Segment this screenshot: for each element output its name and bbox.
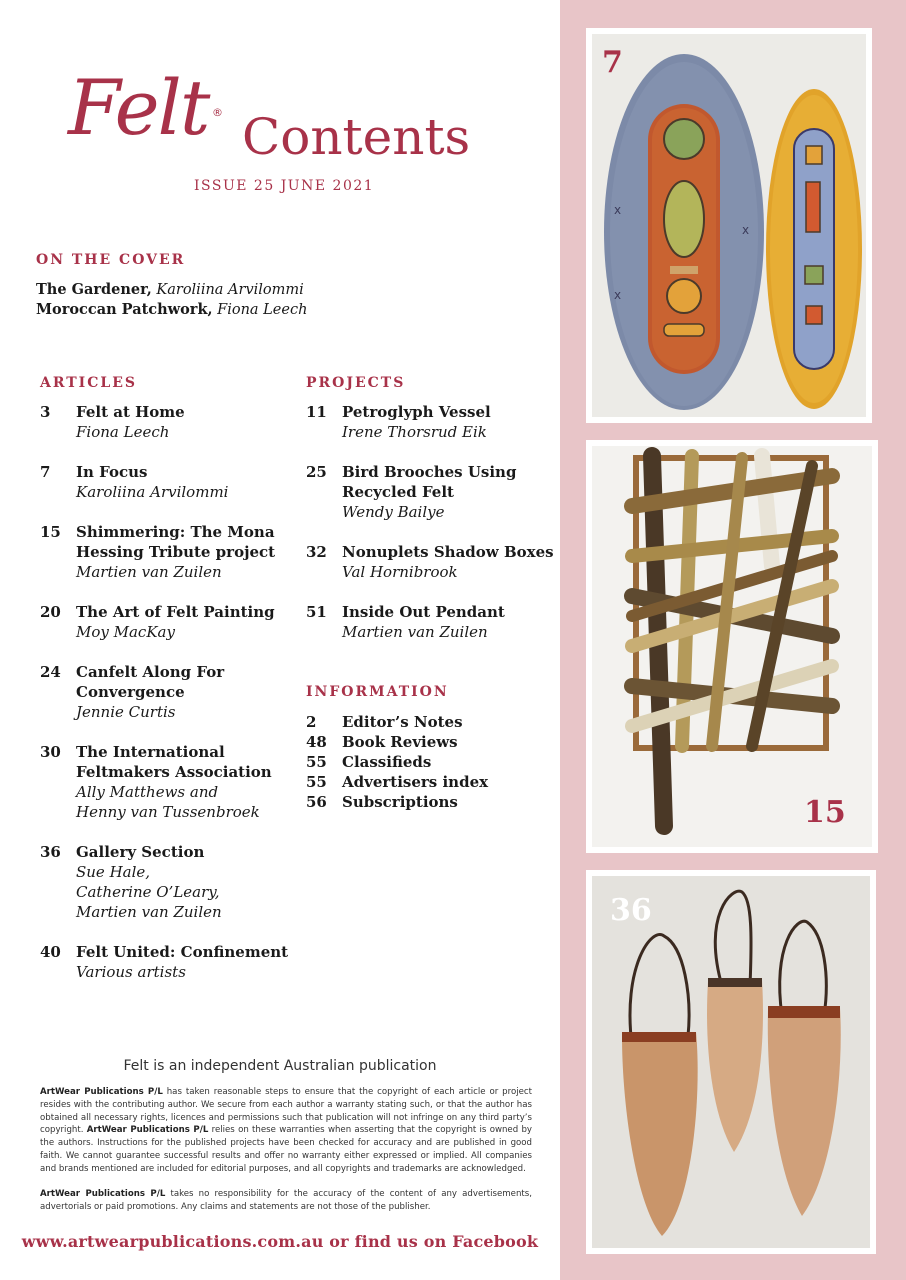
photo-panel [560,0,906,1280]
cover-item-title: The Gardener, [36,281,152,298]
info-item[interactable] [306,712,488,732]
toc-author: Val Hornibrook [342,563,458,581]
toc-author: Karoliina Arvilommi [76,483,229,501]
toc-page-number: 24 [40,663,61,681]
toc-entry-body [76,742,306,822]
info-page-number: 48 [306,733,327,751]
toc-page-number: 51 [306,603,327,621]
info-item[interactable] [306,732,488,752]
photo-frame [586,28,872,423]
legal-text: relies on these warranties when asserting that the copyright is owned by the authors. Instructions for the published projects have been checked for accuracy and are published in good faith. We cannot guarantee successful results and offer no warranty either expressed or implied. All companies and brands mentioned are included for editorial purposes, and all copyrights and trademarks are acknowledged. [40,1125,532,1174]
toc-title: Gallery Section [76,843,205,861]
cover-item-author: Fiona Leech [217,302,308,318]
photo-page-number: 36 [610,893,652,928]
toc-entry-body [342,462,572,522]
toc-author: Catherine O’Leary, [76,883,220,901]
toc-entry-body [76,402,306,442]
legal-paragraph-copyright [40,1086,532,1176]
toc-author: Ally Matthews and [76,783,219,801]
felt-vessels-photo [592,876,870,1248]
publisher-name: ArtWear Publications P/L [86,1125,209,1136]
toc-title: The International [76,743,225,761]
toc-title: Felt United: Confinement [76,943,289,961]
articles-heading: ARTICLES [40,375,137,391]
info-item[interactable] [306,772,488,792]
felt-hangings-photo [592,34,866,417]
toc-title: Hessing Tribute project [76,543,276,561]
felt-vessels-illustration [592,876,870,1248]
toc-title: Canfelt Along For [76,663,225,681]
legal-paragraph-advertising [40,1188,532,1214]
svg-text:x: x [742,223,750,237]
toc-page-number: 40 [40,943,61,961]
page-title: Contents [242,108,471,166]
publisher-name: ArtWear Publications P/L [40,1087,163,1097]
info-page-number: 55 [306,753,327,771]
woven-felt-illustration [592,446,872,847]
information-list [306,712,488,812]
publisher-name: ArtWear Publications P/L [40,1189,166,1199]
toc-author: Sue Hale, [76,863,151,881]
toc-title: The Art of Felt Painting [76,603,275,621]
toc-entry-body [76,522,306,582]
toc-page-number: 32 [306,543,327,561]
toc-page-number: 7 [40,463,51,481]
toc-title: Bird Brooches Using [342,463,517,481]
toc-entry-body [76,942,306,982]
legal-text: has taken reasonable steps to ensure that the copyright of each article or project resides with the contributing author. We secure from each author a warranty stating such, or that the author has obtained all necessary rights, licences and permissions such that publication will not infringe on any third party’s copyright. [40,1087,532,1136]
photo-frame [586,870,876,1254]
toc-page-number: 3 [40,403,51,421]
toc-author: Wendy Bailye [342,503,445,521]
toc-title: Inside Out Pendant [342,603,505,621]
svg-text:x: x [614,288,622,302]
toc-title: In Focus [76,463,148,481]
info-page-number: 56 [306,793,327,811]
toc-entry-body [342,402,572,442]
info-title: Subscriptions [342,793,458,811]
toc-entry-body [76,842,306,922]
felt-hangings-illustration [592,34,866,417]
photo-page-number: 15 [804,795,846,830]
toc-author: Henny van Tussenbroek [76,803,260,821]
toc-title: Nonuplets Shadow Boxes [342,543,554,561]
cover-item [36,280,304,300]
toc-author: Jennie Curtis [76,703,176,721]
toc-author: Moy MacKay [76,623,175,641]
registered-mark: ® [212,106,223,119]
toc-author: Martien van Zuilen [76,903,222,921]
toc-author: Various artists [76,963,186,981]
cover-heading: ON THE COVER [36,252,186,268]
toc-page-number: 30 [40,743,61,761]
toc-title: Recycled Felt [342,483,454,501]
toc-entry-body [342,602,572,642]
toc-title: Shimmering: The Mona [76,523,275,541]
toc-title: Convergence [76,683,185,701]
toc-title: Feltmakers Association [76,763,272,781]
website-link[interactable]: www.artwearpublications.com.au or find us on Facebook [21,1232,539,1251]
toc-page-number: 20 [40,603,61,621]
info-title: Book Reviews [342,733,458,751]
toc-author: Irene Thorsrud Eik [342,423,487,441]
svg-text:x: x [614,203,622,217]
woven-felt-photo [592,446,872,847]
legal-text: takes no responsibility for the accuracy of the content of any advertisements, advertorials or paid promotions. Any claims and statements are not those of the publisher. [40,1189,532,1212]
info-title: Editor’s Notes [342,713,463,731]
toc-page-number: 15 [40,523,61,541]
projects-heading: PROJECTS [306,375,406,391]
toc-title: Petroglyph Vessel [342,403,491,421]
toc-entry-body [76,462,306,502]
info-item[interactable] [306,752,488,772]
toc-entry-body [342,542,572,582]
toc-title: Felt at Home [76,403,185,421]
information-heading: INFORMATION [306,684,449,700]
toc-page-number: 36 [40,843,61,861]
info-title: Classifieds [342,753,432,771]
toc-page-number: 11 [306,403,327,421]
info-item[interactable] [306,792,488,812]
independent-note: Felt is an independent Australian publication [123,1058,437,1074]
felt-logo: Felt [68,63,209,152]
photo-page-number: 7 [602,45,623,80]
info-page-number: 2 [306,713,317,731]
toc-author: Martien van Zuilen [342,623,488,641]
cover-item [36,300,307,320]
toc-page-number: 25 [306,463,327,481]
toc-author: Martien van Zuilen [76,563,222,581]
photo-frame [586,440,878,853]
info-title: Advertisers index [342,773,489,791]
toc-author: Fiona Leech [76,423,170,441]
info-page-number: 55 [306,773,327,791]
issue-line: ISSUE 25 JUNE 2021 [194,178,375,194]
cover-item-title: Moroccan Patchwork, [36,301,213,318]
toc-entry-body [76,602,306,642]
toc-entry-body [76,662,306,722]
cover-item-author: Karoliina Arvilommi [156,282,304,298]
